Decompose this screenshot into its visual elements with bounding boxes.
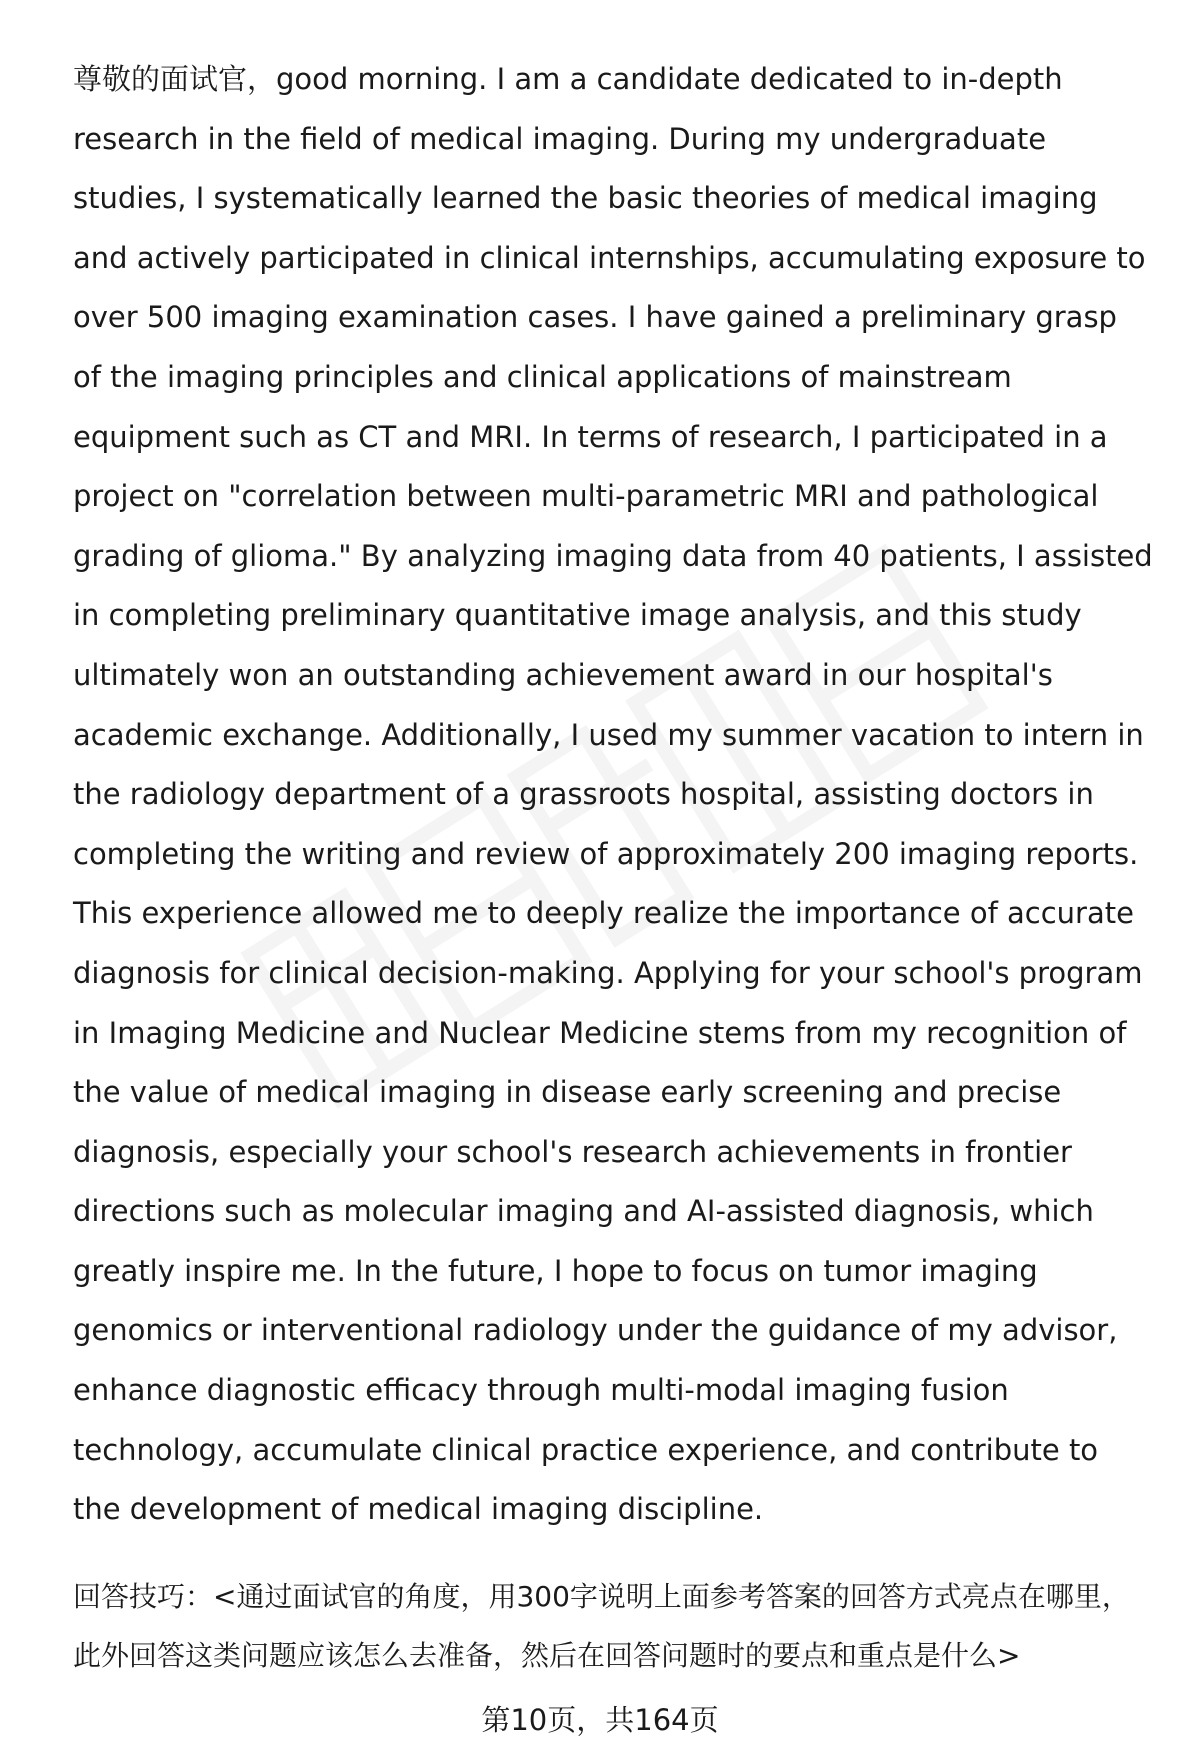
- page-number: 第10页，共164页: [481, 1703, 719, 1737]
- reference-answer-paragraph: 尊敬的面试官，good morning. I am a candidate dedicated to in-depth research in the field of medical imaging. During my undergraduate studies, I systematically learned the basic theories of medical imaging and actively participated in clinical internships, accumulating exposure to over 500 imaging examination cases. I have gained a preliminary grasp of the imaging principles and clinical applications of mainstream equipment such as CT and MRI. In terms of research, I participated in a project on "correlation between multi-parametric MRI and pathological grading of glioma." By analyzing imaging data from 40 patients, I assisted in completing preliminary quantitative image analysis, and this study ultimately won an outstanding achievement award in our hospital's academic exchange. Additionally, I used my summer vacation to intern in the radiology department of a grassroots hospital, assisting doctors in completing the writing and review of approximately 200 imaging reports. This experience allowed me to deeply realize the importance of accurate diagnosis for clinical decision-making. Applying for your school's program in Imaging Medicine and Nuclear Medicine stems from my recognition of the value of medical imaging in disease early screening and precise diagnosis, especially your school's research achievements in frontier directions such as molecular imaging and AI-assisted diagnosis, which greatly inspire me. In the future, I hope to focus on tumor imaging genomics or interventional radiology under the guidance of my advisor, enhance diagnostic efficacy through multi-modal imaging fusion technology, accumulate clinical practice experience, and contribute to the development of medical imaging discipline.: [73, 62, 1153, 1527]
- answer-tips: 回答技巧：<通过面试官的角度，用300字说明上面参考答案的回答方式亮点在哪里，此外回答这类问题应该怎么去准备，然后在回答问题时的要点和重点是什么>: [73, 1580, 1130, 1672]
